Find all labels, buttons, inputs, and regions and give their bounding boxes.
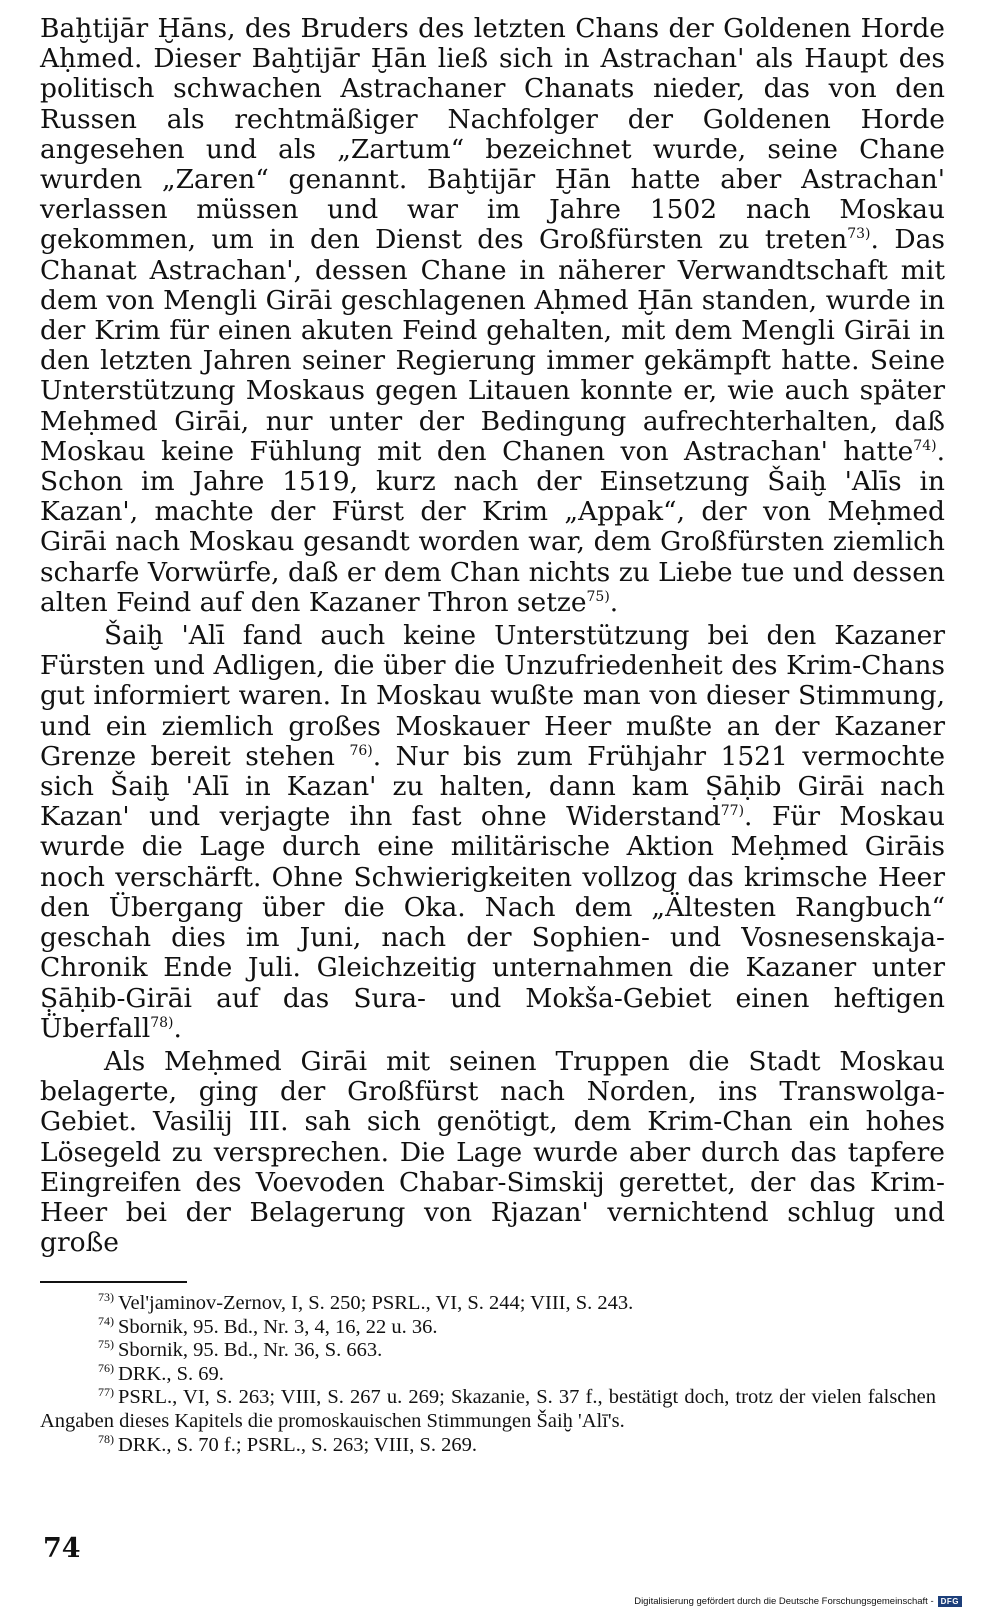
footnote bbox=[40, 1313, 936, 1340]
footnote-ref: 73) bbox=[847, 226, 871, 243]
footnote-number: 76) bbox=[98, 1360, 114, 1375]
footnote bbox=[40, 1431, 936, 1458]
main-text bbox=[40, 14, 945, 1258]
page-content bbox=[40, 14, 945, 1258]
dfg-logo: DFG bbox=[938, 1596, 962, 1607]
text-segment: Als Meḥmed Girāi mit seinen Truppen die Stadt Moskau belagerte, ging der Großfürst nach Norden, ins Transwolga-Gebiet. Vasilij III. sah sich genötigt, dem Krim-Chan ein hohes Lösegeld zu versprechen. Die Lage wurde aber durch das tapfere Eingreifen des Voevoden Chabar-Simskij gerettet, der das Krim-Heer bei der Belagerung von Rjazan' vernichtend schlug und große bbox=[40, 1045, 945, 1259]
footnote-text: Sbornik, 95. Bd., Nr. 36, S. 663. bbox=[118, 1339, 383, 1362]
paragraph bbox=[40, 621, 945, 1044]
footnote-ref: 78) bbox=[150, 1014, 174, 1031]
footnote-number: 74) bbox=[98, 1313, 114, 1328]
footnote-ref: 76) bbox=[349, 743, 373, 760]
text-segment: . Das Chanat Astrachan', dessen Chane in näherer Verwandtschaft mit dem von Mengli Girāi geschlagenen Aḥmed Ḫān standen, wurde in der Krim für einen akuten Feind gehalten, mit dem Mengli Girāi in den letzten Jahren seiner Regierung immer gekämpft hatte. Seine Unterstützung Moskaus gegen Litauen konnte er, wie auch später Meḥmed Girāi, nur unter der Bedingung aufrechterhalten, daß Moskau keine Fühlung mit den Chanen von Astrachan' hatte bbox=[40, 224, 945, 467]
footnote-text: Sbornik, 95. Bd., Nr. 3, 4, 16, 22 u. 36. bbox=[118, 1315, 438, 1338]
text-segment: Baḫtijār Ḫāns, des Bruders des letzten Chans der Goldenen Horde Aḥmed. Dieser Baḫtijār Ḫān ließ sich in Astrachan' als Haupt des politisch schwachen Astrachaner Chanats nieder, das von den Russen als rechtmäßiger Nachfolger der Goldenen Horde angesehen und als „Zartum“ bezeichnet wurde, seine Chane wurden „Zaren“ genannt. Baḫtijār Ḫān hatte aber Astrachan' verlassen müssen und war im Jahre 1502 nach Moskau gekommen, um in den Dienst des Großfürsten zu treten bbox=[40, 13, 945, 256]
footnote bbox=[40, 1292, 936, 1316]
text-segment: . bbox=[173, 1012, 182, 1044]
page-number: 74 bbox=[43, 1533, 81, 1564]
footnote-number: 78) bbox=[98, 1431, 114, 1446]
footnotes bbox=[40, 1292, 936, 1457]
footnote-divider bbox=[40, 1281, 187, 1283]
footnote-text: Vel'jaminov-Zernov, I, S. 250; PSRL., VI, S. 244; VIII, S. 243. bbox=[118, 1292, 634, 1314]
text-segment: . Schon im Jahre 1519, kurz nach der Einsetzung Šaiḫ 'Alīs in Kazan', machte der Fürst der Krim „Appak“, der von Meḥmed Girāi nach Moskau gesandt worden war, dem Großfürsten ziemlich scharfe Vorwürfe, daß er dem Chan nichts zu Liebe tue und dessen alten Feind auf den Kazaner Thron setze bbox=[40, 435, 945, 618]
footnote-number: 75) bbox=[98, 1337, 114, 1352]
footnote-ref: 77) bbox=[720, 803, 745, 820]
footnote-text: PSRL., VI, S. 263; VIII, S. 267 u. 269; Skazanie, S. 37 f., bestätigt doch, trotz der vielen falschen Angaben dieses Kapitels die promoskauischen Stimmungen Šaiḫ 'Alī's. bbox=[40, 1386, 936, 1432]
text-segment: . Nur bis zum Frühjahr 1521 vermochte sich Šaiḫ 'Alī in Kazan' zu halten, dann kam Ṣāḥib Girāi nach Kazan' und verjagte ihn fast ohne Widerstand bbox=[40, 740, 945, 833]
footnote-text: DRK., S. 69. bbox=[118, 1362, 224, 1385]
text-segment: . Für Moskau wurde die Lage durch eine militärische Aktion Meḥmed Girāis noch verschärft. Ohne Schwierigkeiten vollzog das krimsche Heer den Übergang über die Oka. Nach dem „Ältesten Rangbuch“ geschah dies im Juni, nach der Sophien- und Vosnesenskaja-Chronik Ende Juli. Gleichzeitig unternahmen die Kazaner unter Ṣāḥib-Girāi auf das Sura- und Mokša-Gebiet einen heftigen Überfall bbox=[40, 801, 945, 1044]
paragraph bbox=[40, 1047, 945, 1258]
digitization-credit bbox=[634, 1596, 962, 1607]
footnote bbox=[40, 1339, 936, 1363]
footnote-ref: 75) bbox=[586, 589, 610, 606]
footnote-text: DRK., S. 70 f.; PSRL., S. 263; VIII, S. 269. bbox=[118, 1433, 477, 1456]
footnote-ref: 74) bbox=[913, 438, 937, 455]
footnote-number: 77) bbox=[98, 1384, 114, 1399]
footnote-number: 73) bbox=[98, 1290, 114, 1305]
text-segment: Šaiḫ 'Alī fand auch keine Unterstützung bei den Kazaner Fürsten und Adligen, die über die Unzufriedenheit des Krim-Chans gut informiert waren. In Moskau wußte man von dieser Stimmung, und ein ziemlich großes Moskauer Heer mußte an der Kazaner Grenze bereit stehen bbox=[40, 620, 945, 772]
footnote bbox=[40, 1386, 936, 1433]
footnote bbox=[40, 1360, 936, 1387]
paragraph bbox=[40, 14, 945, 618]
text-segment: . bbox=[609, 586, 619, 618]
credit-text: Digitalisierung gefördert durch die Deutsche Forschungsgemeinschaft - bbox=[634, 1596, 934, 1607]
